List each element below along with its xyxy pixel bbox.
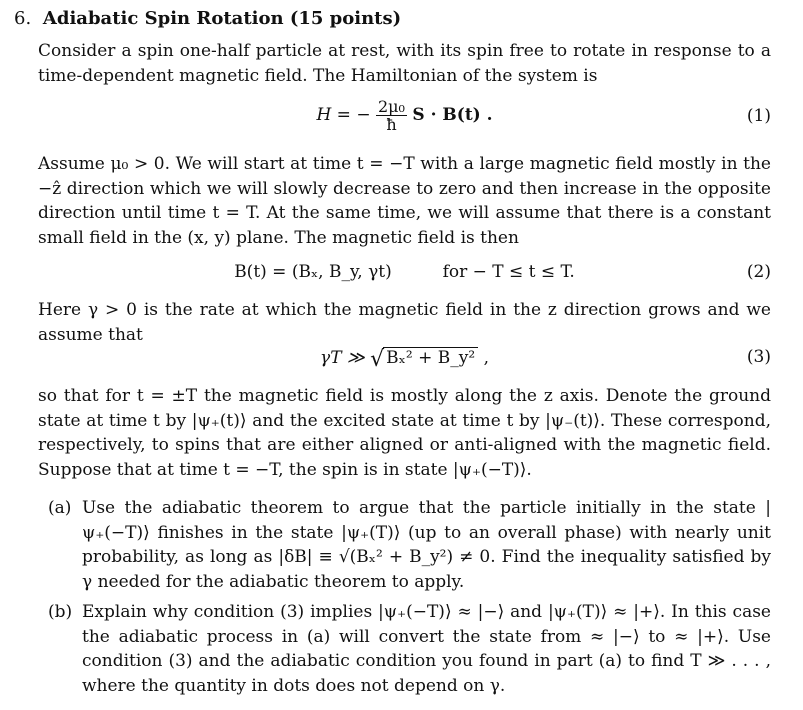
eq1-fraction [376, 98, 407, 133]
so-that-paragraph: so that for t = ±T the magnetic field is mostly along the z axis. Denote the ground state at time t by |ψ₊(t)⟩ and the excited state at time t by |ψ₋(t)⟩. These correspond, respectively, to spins that are either aligned or anti-aligned with the magnetic field. Suppose that at time t = −T, the spin is in state |ψ₊(−T)⟩. [38, 386, 771, 480]
eq1-rhs: S · B(t) . [412, 105, 493, 125]
eq3-radicand: Bₓ² + B_y² [383, 347, 478, 368]
eq3-end: , [483, 348, 489, 368]
eq2-tag: (2) [746, 262, 771, 282]
part-b-text: Explain why condition (3) implies |ψ₊(−T)⟩ ≈ |−⟩ and |ψ₊(T)⟩ ≈ |+⟩. In this case the adiabatic process in (a) will convert the state from ≈ |−⟩ to ≈ |+⟩. Use condition (3) and the adiabatic condition you found in part (a) to find T ≫ . . . , where the quantity in dots does not depend on γ. [82, 602, 771, 696]
sqrt-icon: √ [370, 347, 385, 372]
equation-2 [38, 262, 771, 294]
problem-title: Adiabatic Spin Rotation (15 points) [42, 8, 402, 29]
eq1-lhs: H = − [316, 105, 371, 125]
eq1-numerator: 2μ₀ [377, 97, 405, 116]
part-b [48, 600, 771, 700]
assume-paragraph: Assume μ₀ > 0. We will start at time t = −T with a large magnetic field mostly in the −ẑ direction which we will slowly decrease to zero and then increase in the opposite direction until time t = T. At the same time, we will assume that there is a constant small field in the (x, y) plane. The magnetic field is then [38, 154, 771, 248]
part-a [48, 496, 771, 596]
eq1-denominator: ħ [386, 115, 397, 134]
eq2-condition: for − T ≤ t ≤ T. [442, 262, 575, 282]
eq3-tag: (3) [746, 347, 771, 367]
here-paragraph: Here γ > 0 is the rate at which the magnetic field in the z direction grows and we assume that [38, 300, 771, 345]
eq1-tag: (1) [746, 106, 771, 126]
equation-1 [38, 97, 771, 134]
part-a-text: Use the adiabatic theorem to argue that the particle initially in the state |ψ₊(−T)⟩ finishes in the state |ψ₊(T)⟩ (up to an overall phase) with nearly unit probability, as long as |δB| ≡ √(Bₓ² + B_y²) ≠ 0. Find the inequality satisfied by γ needed for the adiabatic theorem to apply. [82, 498, 771, 592]
eq3-lhs: γT ≫ [320, 348, 365, 368]
intro-paragraph: Consider a spin one-half particle at rest, with its spin free to rotate in response to a time-dependent magnetic field. The Hamiltonian of the system is [38, 41, 771, 86]
part-a-label: (a) [48, 498, 72, 518]
eq2-body: B(t) = (Bₓ, B_y, γt) [234, 262, 392, 282]
problem-heading [14, 8, 401, 29]
problem-number: 6. [14, 8, 32, 29]
part-b-label: (b) [48, 602, 73, 622]
equation-3 [38, 347, 771, 379]
